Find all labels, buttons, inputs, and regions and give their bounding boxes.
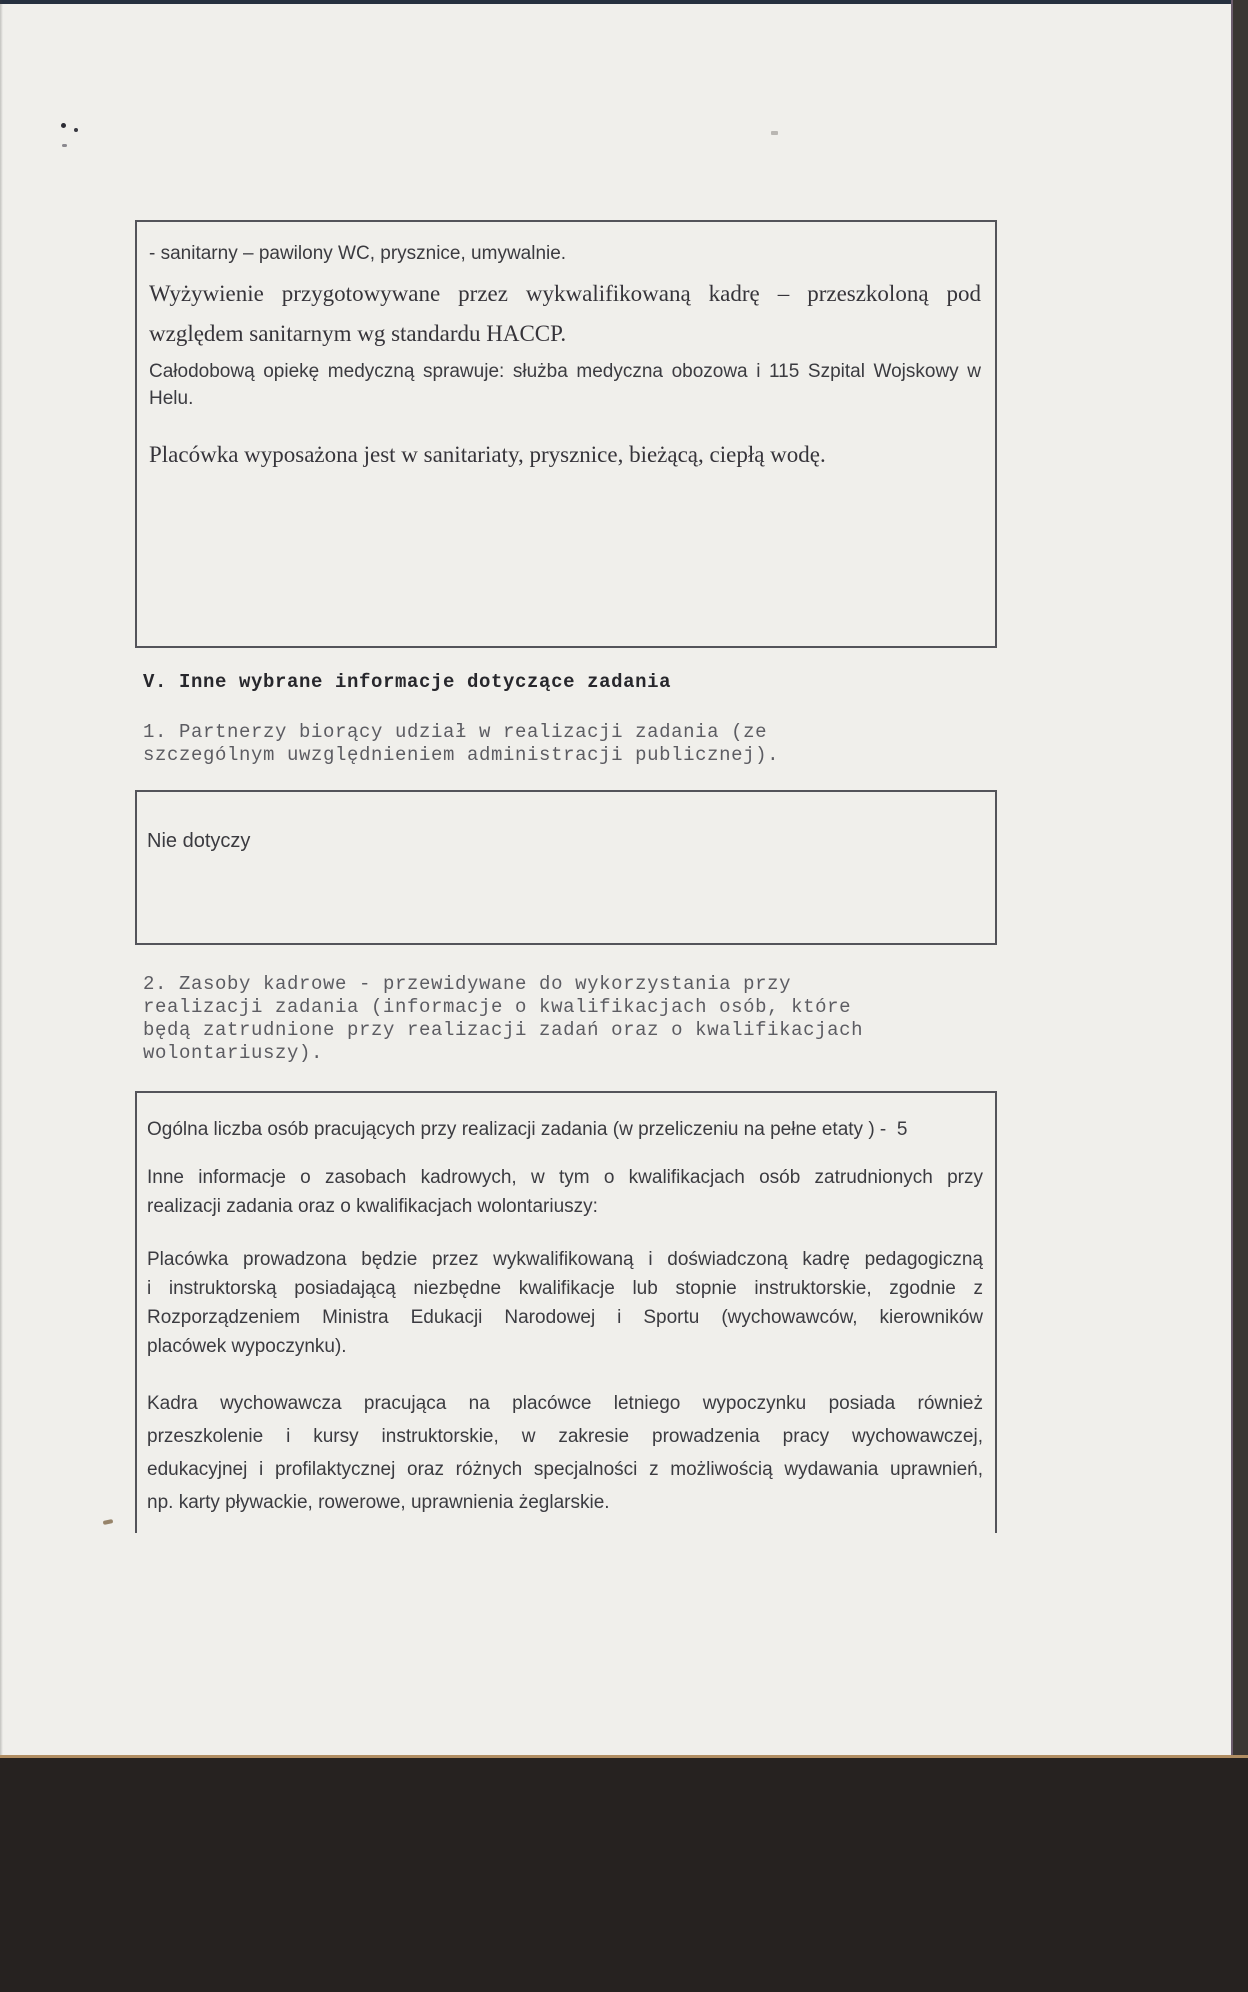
facilities-answer-box bbox=[135, 220, 997, 648]
paragraph-equipment: Placówka wyposażona jest w sanitariaty, prysznice, bieżącą, ciepłą wodę. bbox=[149, 442, 826, 467]
paragraph-medical-care: Całodobową opiekę medyczną sprawuje: służba medyczna obozowa i 115 Szpital Wojskowy w Helu. bbox=[149, 361, 981, 409]
staff-answer-box bbox=[135, 1091, 997, 1533]
partners-answer-text: Nie dotyczy bbox=[147, 830, 251, 852]
section-v-heading: V. Inne wybrane informacje dotyczące zadania bbox=[143, 671, 672, 693]
section-v-item2-label: 2. Zasoby kadrowe - przewidywane do wykorzystania przy realizacji zadania (informacje o kwalifikacjach osób, które będą zatrudnione przy realizacji zadań oraz o kwalifikacjach wolontariuszy). bbox=[143, 973, 864, 1064]
ink-speck bbox=[62, 144, 67, 147]
scan-right-backing-strip bbox=[1231, 0, 1248, 1755]
partners-answer-box bbox=[135, 790, 997, 945]
ink-speck bbox=[74, 128, 78, 132]
paragraph-sanitary: - sanitarny – pawilony WC, prysznice, umywalnie. bbox=[149, 243, 567, 264]
paragraph-food: Wyżywienie przygotowywane przez wykwalifikowaną kadrę – przeszkoloną pod względem sanitarnym wg standardu HACCP. bbox=[149, 281, 981, 346]
scan-left-edge bbox=[0, 0, 3, 1755]
paragraph-staff-total: Ogólna liczba osób pracujących przy realizacji zadania (w przeliczeniu na pełne etaty ) - 5 bbox=[147, 1119, 908, 1140]
scan-top-edge bbox=[0, 0, 1248, 4]
paragraph-staff-info-label: Inne informacje o zasobach kadrowych, w tym o kwalifikacjach osób zatrudnionych przy realizacji zadania oraz o kwalifikacjach wolontariuszy: bbox=[147, 1167, 983, 1217]
paragraph-staff-qualifications: Placówka prowadzona będzie przez wykwalifikowaną i doświadczoną kadrę pedagogiczną i instruktorską posiadającą niezbędne kwalifikacje lub stopnie instruktorskie, zgodnie z Rozporządzeniem Ministra Edukacji Narodowej i Sportu (wychowawców, kierowników placówek wypoczynku). bbox=[147, 1249, 983, 1357]
ink-speck bbox=[771, 131, 778, 135]
ink-speck bbox=[61, 123, 66, 128]
section-v-item1-label: 1. Partnerzy biorący udział w realizacji zadania (ze szczególnym uwzględnieniem administracji publicznej). bbox=[143, 721, 780, 766]
paragraph-staff-training: Kadra wychowawcza pracująca na placówce letniego wypoczynku posiada również przeszkolenie i kursy instruktorskie, w zakresie prowadzenia pracy wychowawczej, edukacyjnej i profilaktycznej oraz różnych specjalności z możliwością wydawania uprawnień, np. karty pływackie, rowerowe, uprawnienia żeglarskie. bbox=[147, 1393, 983, 1513]
scan-bottom-backing bbox=[0, 1755, 1248, 1992]
ink-speck bbox=[103, 1519, 114, 1525]
